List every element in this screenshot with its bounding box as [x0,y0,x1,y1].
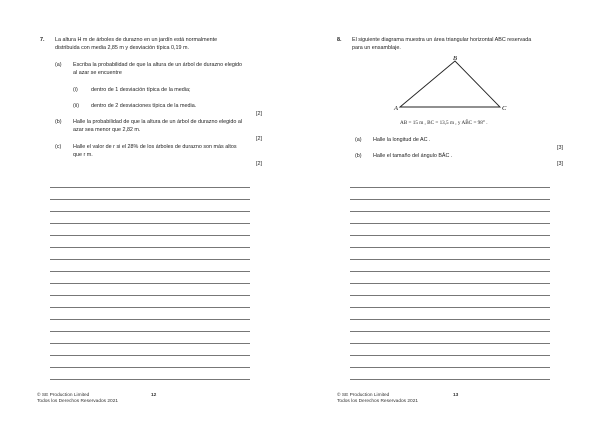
question-7c-label: (c) [55,144,62,150]
page-number: 12 [151,393,157,398]
question-7b-label: (b) [55,119,62,125]
page-number: 13 [453,393,459,398]
vertex-b-label: B [453,55,457,62]
triangle-diagram [390,54,520,114]
question-8a-label: (a) [355,137,362,143]
answer-line [50,367,250,368]
triangle-givens: AB = 15 m , BC = 13,5 m , y AB̂C = 98° . [400,120,488,126]
question-8b-text: Halle el tamaño del ángulo BÂC . [373,153,453,159]
vertex-c-label: C [502,105,507,112]
question-7a-i-text: dentro de 1 desviación típica de la media; [91,87,191,93]
answer-line [350,343,550,344]
answer-line [50,235,250,236]
question-8b-label: (b) [355,153,362,159]
answer-line [50,307,250,308]
answer-line [350,307,550,308]
answer-line [350,355,550,356]
answer-line [350,283,550,284]
answer-line [350,295,550,296]
answer-line [50,355,250,356]
question-8a-text: Halle la longitud de AC . [373,137,431,143]
answer-line [50,199,250,200]
answer-line [350,319,550,320]
question-7-stem-line-1: La altura H m de árboles de durazno en un jardín está normalmente [55,37,218,43]
question-7a-label: (a) [55,62,62,68]
answer-line [50,271,250,272]
answer-line [50,259,250,260]
question-8a-marks: [3] [557,145,563,151]
question-8b-marks: [3] [557,161,563,167]
answer-line [50,283,250,284]
footer [37,393,118,405]
question-7-stem-line-2: distribuida con media 2,85 m y desviación típica 0,19 m. [55,45,189,51]
right-page [300,0,600,424]
answer-line [50,343,250,344]
question-7c-line-1: Halle el valor de r si el 28% de los árboles de durazno son más altos [73,144,237,150]
answer-line [350,331,550,332]
vertex-a-label: A [394,105,398,112]
answer-line [50,379,250,380]
answer-line [350,211,550,212]
answer-line [350,223,550,224]
question-7a-ii-text: dentro de 2 desviaciones típica de la media. [91,103,197,109]
answer-line [350,259,550,260]
answer-line [350,199,550,200]
answer-line [350,235,550,236]
question-7a-i-label: (i) [73,87,78,93]
answer-line [50,187,250,188]
question-7c-marks: [2] [256,161,262,167]
answer-line [50,331,250,332]
answer-line [350,367,550,368]
rights-text: Todos los Derechos Reservados 2021 [337,399,419,405]
copyright-text: © SE Production Limited [337,393,390,398]
question-7a-line-2: al azar se encuentre [73,70,122,76]
question-7c-line-2: que r m. [73,152,93,158]
question-7b-line-2: azar sea menor que 2,82 m. [73,127,141,133]
question-8-number: 8. [337,37,342,43]
answer-line [350,379,550,380]
question-7-number: 7. [40,37,45,43]
footer [337,393,418,405]
answer-line [50,211,250,212]
question-7a-marks: [2] [256,111,262,117]
answer-line [50,247,250,248]
question-7a-ii-label: (ii) [73,103,79,109]
question-7a-line-1: Escriba la probabilidad de que la altura de un árbol de durazno elegido [73,62,243,68]
question-7b-line-1: Halle la probabilidad de que la altura de un árbol de durazno elegido al [73,119,243,125]
question-7b-marks: [2] [256,136,262,142]
rights-text: Todos los Derechos Reservados 2021 [37,399,119,405]
answer-line [350,187,550,188]
answer-line [350,247,550,248]
answer-line [50,295,250,296]
answer-line [50,319,250,320]
question-8-stem-line-2: para un ensamblaje. [352,45,401,51]
triangle-abc [400,61,500,107]
copyright-text: © SE Production Limited [37,393,90,398]
answer-line [50,223,250,224]
answer-line [350,271,550,272]
question-8-stem-line-1: El siguiente diagrama muestra un área triangular horizontal ABC reservada [352,37,532,43]
